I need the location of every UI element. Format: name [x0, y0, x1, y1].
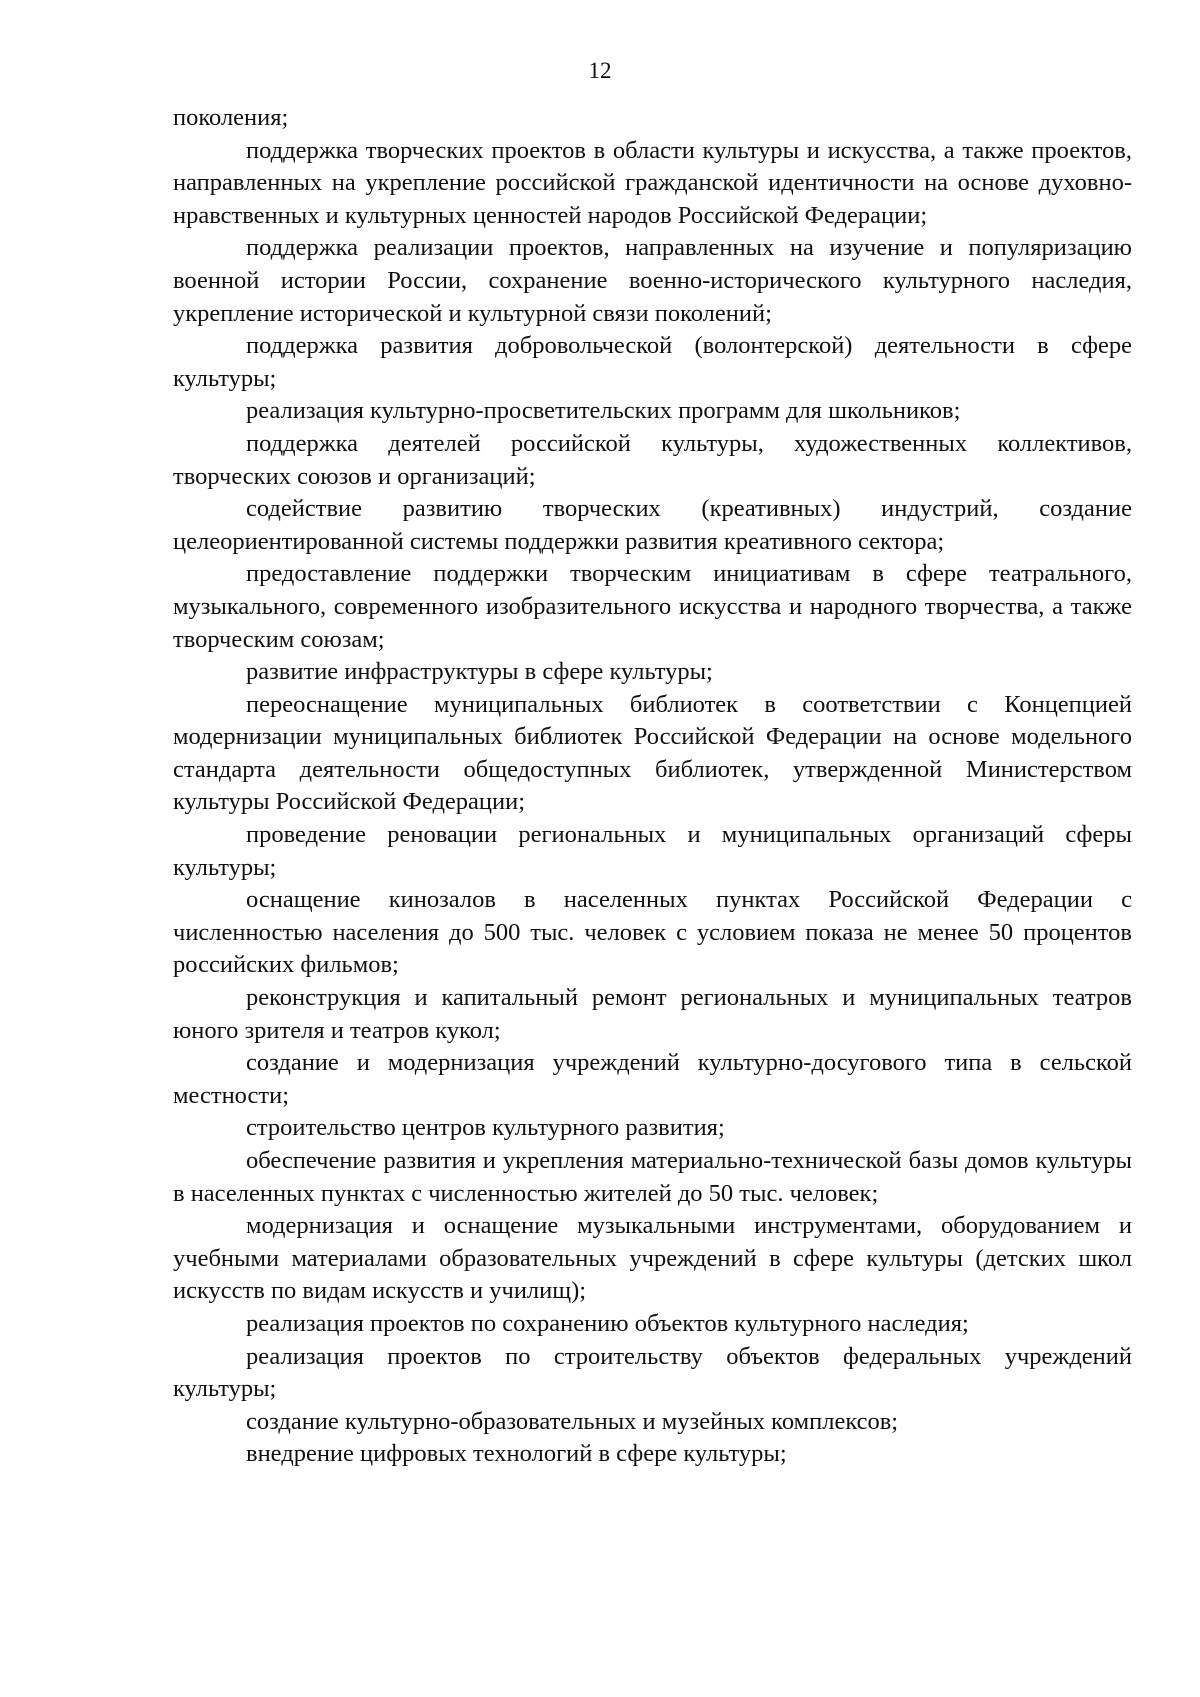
paragraph: оснащение кинозалов в населенных пунктах Российской Федерации с численностью населения до 500 тыс. человек с условием показа не менее 50 процентов российских фильмов;: [173, 886, 1132, 979]
paragraph: создание культурно-образовательных и музейных комплексов;: [246, 1407, 899, 1435]
paragraph: обеспечение развития и укрепления материально-технической базы домов культуры в населенных пунктах с численностью жителей до 50 тыс. человек;: [173, 1147, 1132, 1207]
paragraph: внедрение цифровых технологий в сфере культуры;: [246, 1440, 787, 1468]
paragraph: поддержка реализации проектов, направленных на изучение и популяризацию военной истории России, сохранение военно-исторического культурного наследия, укрепление исторической и культурной связи поколений;: [173, 234, 1132, 327]
paragraph: реализация культурно-просветительских программ для школьников;: [246, 397, 961, 425]
paragraph: строительство центров культурного развития;: [246, 1114, 725, 1142]
paragraph: поддержка развития добровольческой (волонтерской) деятельности в сфере культуры;: [173, 332, 1132, 392]
paragraph: поддержка творческих проектов в области культуры и искусства, а также проектов, направленных на укрепление российской гражданской идентичности на основе духовно-нравственных и культурных ценностей народов Российской Федерации;: [173, 136, 1132, 229]
paragraph: реализация проектов по строительству объектов федеральных учреждений культуры;: [173, 1342, 1132, 1403]
paragraph: предоставление поддержки творческим инициативам в сфере театрального, музыкального, современного изобразительного искусства и народного творчества, а также творческим союзам;: [173, 560, 1132, 653]
paragraph: создание и модернизация учреждений культурно-досугового типа в сельской местности;: [173, 1049, 1132, 1109]
paragraph: реконструкция и капитальный ремонт региональных и муниципальных театров юного зрителя и театров кукол;: [173, 984, 1132, 1044]
paragraph: модернизация и оснащение музыкальными инструментами, оборудованием и учебными материалами образовательных учреждений в сфере культуры (детских школ искусств по видам искусств и училищ);: [173, 1212, 1132, 1305]
paragraph: поколения;: [173, 104, 289, 131]
document-body: [173, 102, 1132, 1471]
paragraph: проведение реновации региональных и муниципальных организаций сферы культуры;: [173, 821, 1132, 881]
paragraph: реализация проектов по сохранению объектов культурного наследия;: [246, 1309, 969, 1337]
paragraph: поддержка деятелей российской культуры, художественных коллективов, творческих союзов и организаций;: [173, 429, 1132, 490]
page-number: 12: [588, 58, 612, 83]
paragraph: развитие инфраструктуры в сфере культуры;: [246, 658, 713, 686]
paragraph: содействие развитию творческих (креативных) индустрий, создание целеориентированной системы поддержки развития креативного сектора;: [173, 495, 1132, 555]
paragraph: переоснащение муниципальных библиотек в соответствии с Концепцией модернизации муниципальных библиотек Российской Федерации на основе модельного стандарта деятельности общедоступных библиотек, утвержденной Министерством культуры Российской Федерации;: [173, 690, 1132, 816]
